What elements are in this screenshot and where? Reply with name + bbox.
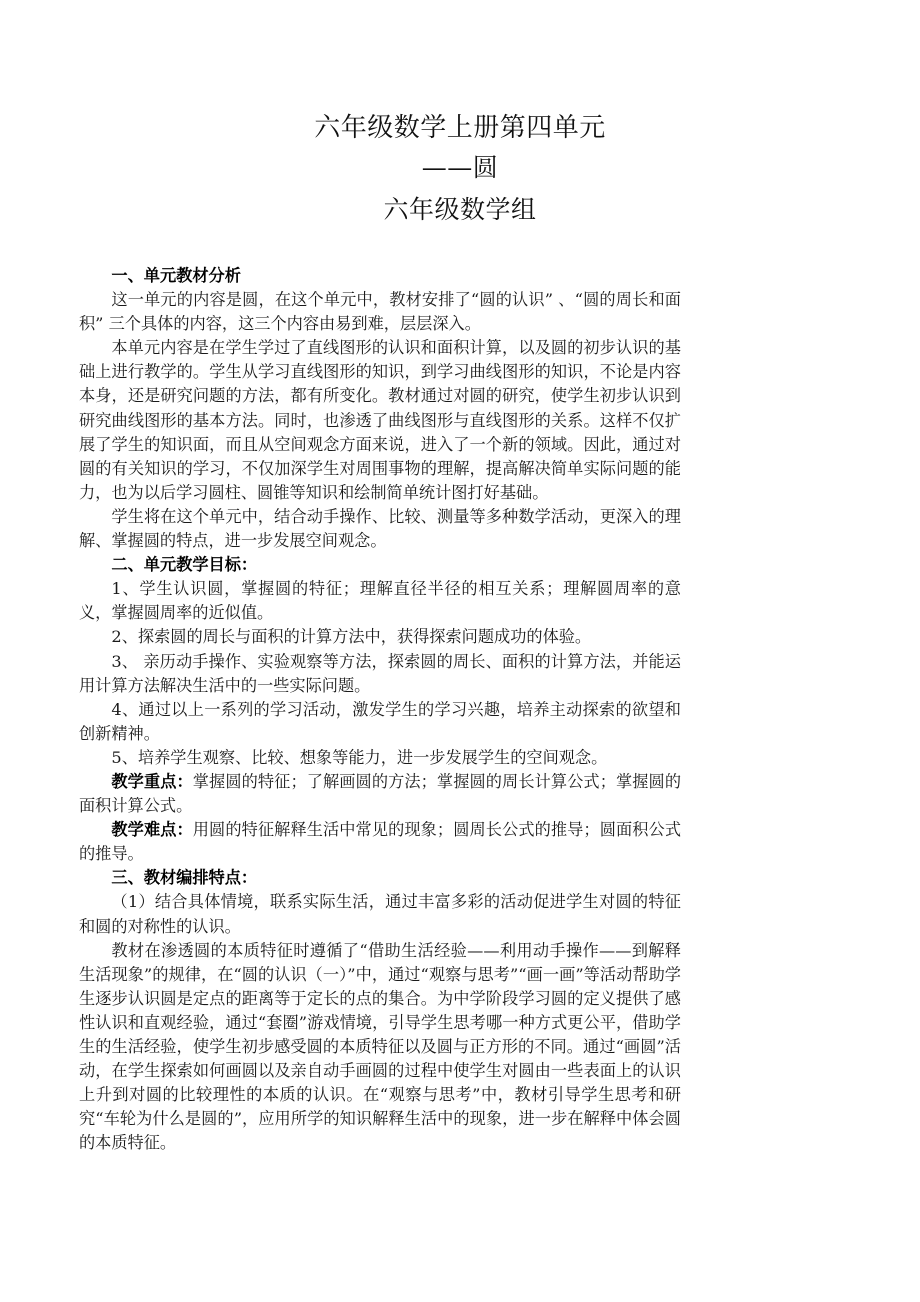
teaching-focus-text: 掌握圆的特征；了解画圆的方法；掌握圆的周长计算公式；掌握圆的面积计算公式。 <box>79 771 682 816</box>
paragraph-material-arrangement-2: 教材在渗透圆的本质特征时遵循了“借助生活经验——利用动手操作——到解释生活现象”的规律，在“圆的认识（一）”中，通过“观察与思考”“画一画”等活动帮助学生逐步认识圆是定点的距离等于定长的点的集合。为中学阶段学习圆的定义提供了感性认识和直观经验，通过“套圈”游戏情境，引导学生思考哪一种方式更公平，借助学生的生活经验，使学生初步感受圆的本质特征以及圆与正方形的不同。通过“画圆”活动，在学生探索如何画圆以及亲自动手画圆的过程中使学生对圆由一些表面上的认识上升到对圆的比较理性的本质的认识。在“观察与思考”中，教材引导学生思考和研究“车轮为什么是圆的”，应用所学的知识解释生活中的现象，进一步在解释中体会圆的本质特征。 <box>79 940 681 1153</box>
paragraph-unit-analysis-2: 本单元内容是在学生学过了直线图形的认识和面积计算，以及圆的初步认识的基础上进行教学的。学生从学习直线图形的知识，到学习曲线图形的知识，不论是内容本身，还是研究问题的方法，都有所变化。教材通过对圆的研究，使学生初步认识到研究曲线图形的基本方法。同时，也渗透了曲线图形与直线图形的关系。这样不仅扩展了学生的知识面，而且从空间观念方面来说，进入了一个新的领域。因此，通过对圆的有关知识的学习，不仅加深学生对周围事物的理解，提高解决简单实际问题的能力，也为以后学习圆柱、圆锥等知识和绘制简单统计图打好基础。 <box>79 338 681 502</box>
objective-item-1: 1、学生认识圆，掌握圆的特征；理解直径半径的相互关系；理解圆周率的意义，掌握圆周率的近似值。 <box>79 579 681 623</box>
teaching-focus-label: 教学重点： <box>111 771 193 791</box>
title-line-author-group: 六年级数学组 <box>383 195 537 224</box>
teaching-difficulty-label: 教学难点： <box>111 820 193 840</box>
paragraph-unit-analysis-1: 这一单元的内容是圆，在这个单元中，教材安排了“圆的认识” 、“圆的周长和面积” 三个具体的内容，这三个内容由易到难，层层深入。 <box>79 290 681 334</box>
objective-item-5: 5、培养学生观察、比较、想象等能力，进一步发展学生的空间观念。 <box>111 747 608 767</box>
section-heading-unit-analysis: 一、单元教材分析 <box>111 266 241 285</box>
section-heading-material-arrangement: 三、教材编排特点： <box>111 868 258 888</box>
document-title-block <box>0 108 920 230</box>
teaching-difficulty-paragraph <box>79 818 681 866</box>
section-heading-teaching-objectives: 二、单元教学目标： <box>111 555 258 575</box>
paragraph-material-arrangement-1: （1）结合具体情境，联系实际生活，通过丰富多彩的活动促进学生对圆的特征和圆的对称性的认识。 <box>79 892 681 936</box>
objective-item-3: 3、 亲历动手操作、实验观察等方法，探索圆的周长、面积的计算方法，并能运用计算方法解决生活中的一些实际问题。 <box>79 651 681 695</box>
teaching-difficulty-text: 用圆的特征解释生活中常见的现象；圆周长公式的推导；圆面积公式的推导。 <box>79 820 682 864</box>
title-line-main: 六年级数学上册第四单元 <box>314 113 606 143</box>
title-line-subtitle: ——圆 <box>421 153 499 182</box>
objective-item-4: 4、通过以上一系列的学习活动，激发学生的学习兴趣，培养主动探索的欲望和创新精神。 <box>79 699 681 743</box>
document-body <box>0 264 761 1155</box>
objective-item-2: 2、探索圆的周长与面积的计算方法中，获得探索问题成功的体验。 <box>111 627 592 647</box>
paragraph-unit-analysis-3: 学生将在这个单元中，结合动手操作、比较、测量等多种数学活动，更深入的理解、掌握圆的特点，进一步发展空间观念。 <box>79 506 681 551</box>
teaching-focus-paragraph <box>79 770 681 818</box>
